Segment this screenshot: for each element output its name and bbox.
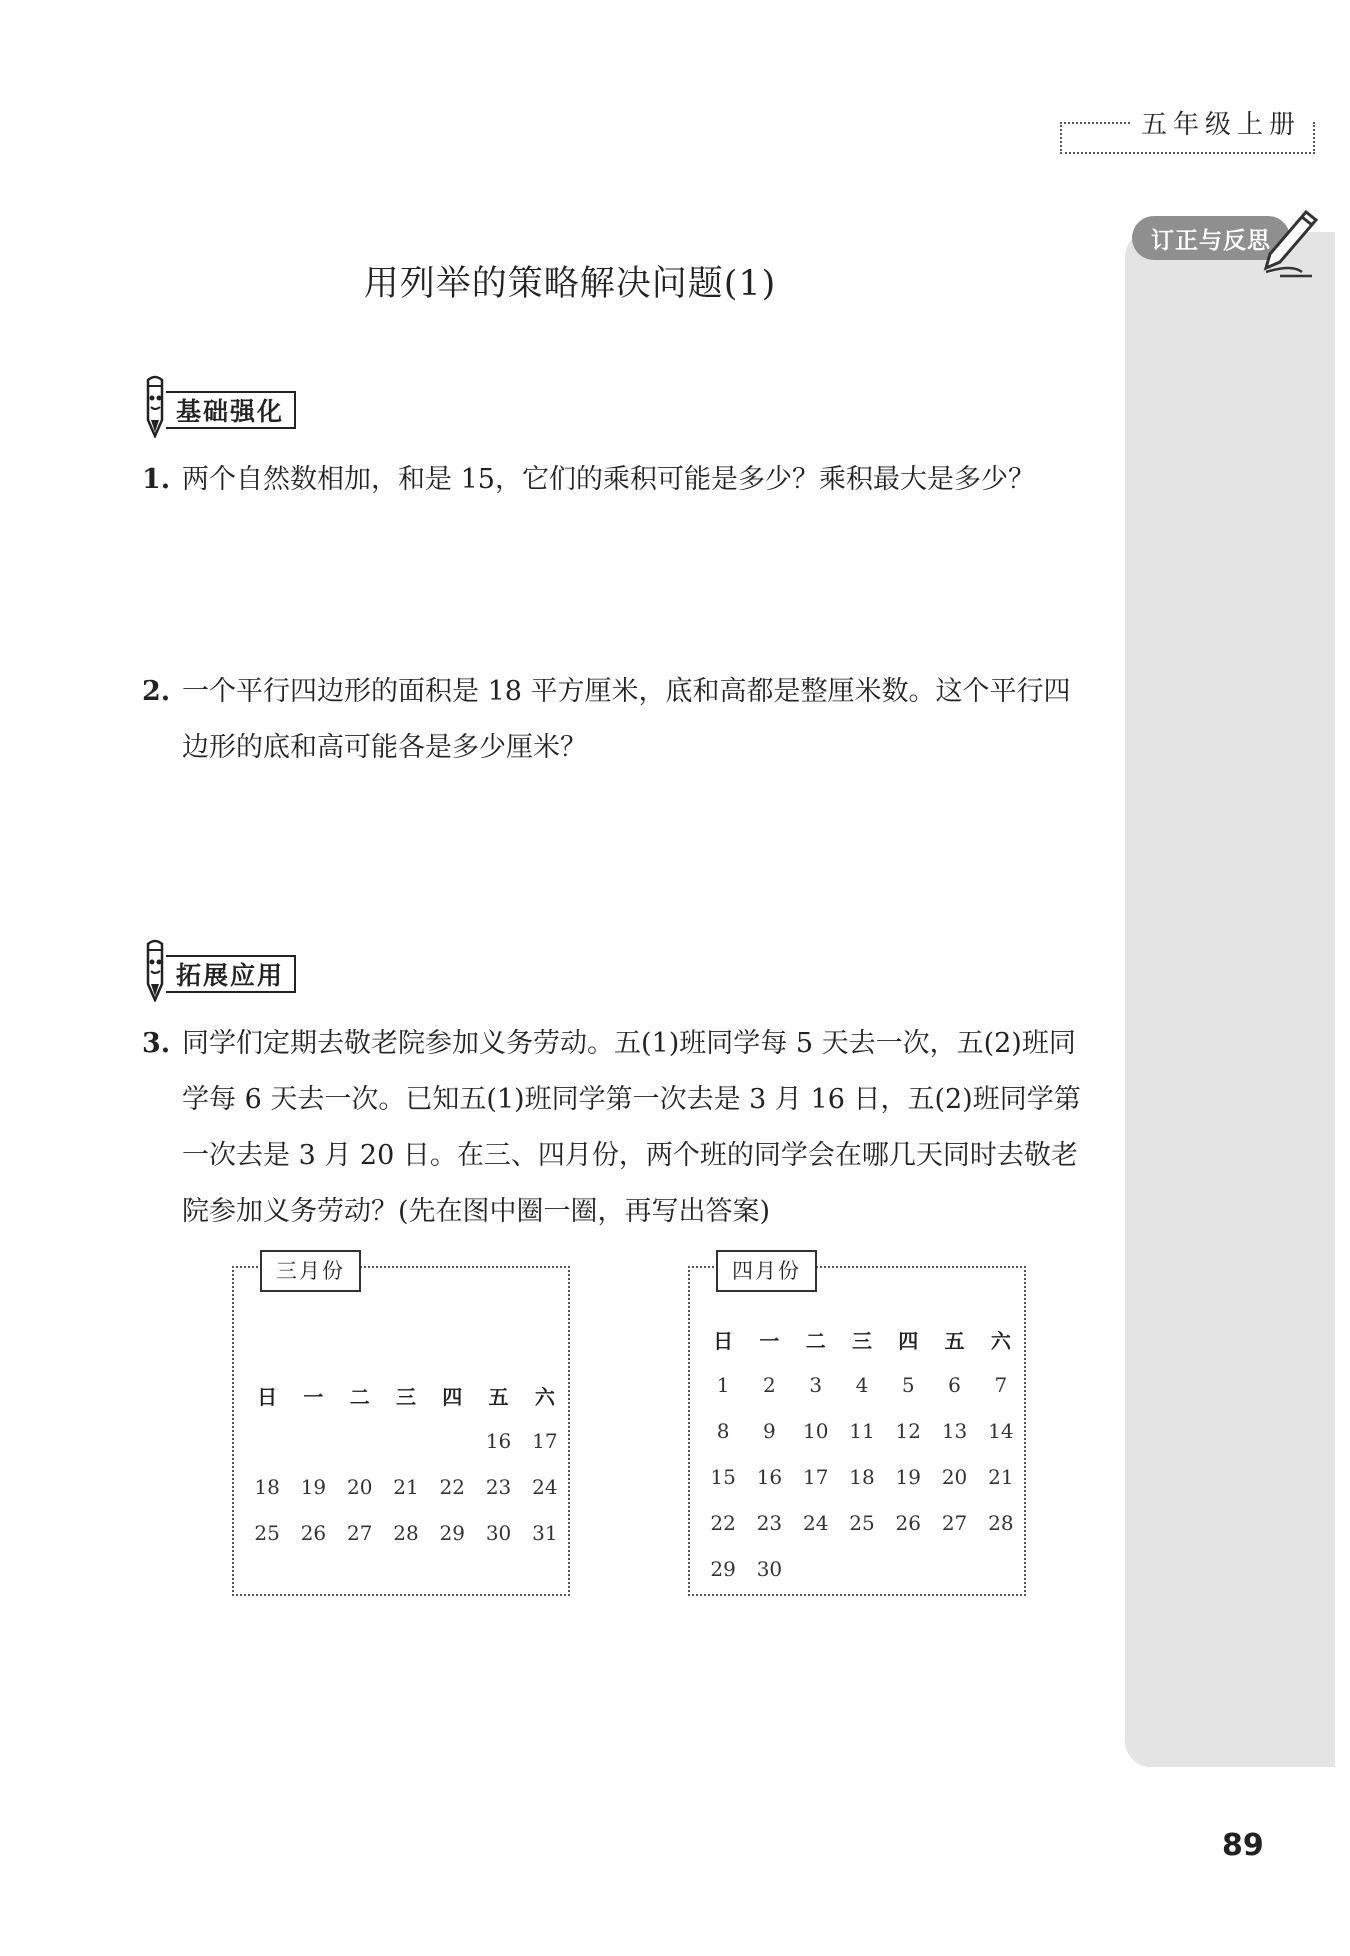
day-cell[interactable]: 24 <box>532 1475 558 1499</box>
question-text: 一个平行四边形的面积是 18 平方厘米，底和高都是整厘米数。这个平行四边形的底和高可能各是多少厘米？ <box>182 676 1071 763</box>
day-cell[interactable]: 20 <box>941 1465 968 1489</box>
question-number: 2. <box>142 676 171 707</box>
day-cell[interactable]: 2 <box>763 1373 776 1397</box>
day-cell[interactable]: 30 <box>485 1521 512 1545</box>
page-number: 89 <box>1222 1828 1264 1863</box>
weekday: 二 <box>349 1384 370 1409</box>
weekday: 五 <box>944 1328 965 1353</box>
day-cell[interactable]: 21 <box>988 1465 1014 1489</box>
weekday: 六 <box>534 1384 555 1409</box>
day-cell[interactable]: 11 <box>849 1419 875 1443</box>
day-cell[interactable]: 19 <box>895 1465 921 1489</box>
question-3 <box>142 1016 1086 1240</box>
day-cell[interactable]: 26 <box>300 1521 327 1545</box>
day-cell[interactable]: 25 <box>254 1521 280 1545</box>
day-cell[interactable] <box>931 1546 977 1592</box>
day-cell[interactable] <box>429 1418 475 1464</box>
calendar-title: 四月份 <box>716 1250 817 1292</box>
weekday: 一 <box>759 1328 780 1353</box>
day-cell[interactable]: 18 <box>254 1475 280 1499</box>
day-cell[interactable]: 28 <box>988 1511 1014 1535</box>
question-number: 1. <box>142 464 171 495</box>
day-cell[interactable]: 6 <box>948 1373 961 1397</box>
day-cell[interactable]: 31 <box>532 1521 558 1545</box>
reflection-tab: 订正与反思 <box>1132 216 1290 260</box>
day-cell[interactable]: 1 <box>716 1373 730 1397</box>
section-header-extend <box>140 938 310 998</box>
weekday: 四 <box>898 1328 919 1353</box>
day-cell[interactable]: 28 <box>393 1521 419 1545</box>
question-text: 同学们定期去敬老院参加义务劳动。五(1)班同学每 5 天去一次，五(2)班同学每 6 天去一次。已知五(1)班同学第一次去是 3 月 16 日，五(2)班同学第一次去是 3 月 20 日。在三、四月份，两个班的同学会在哪几天同时去敬老院参加义务劳动？(先在图中圈一圈，再写出答案) <box>182 1028 1081 1227</box>
day-cell[interactable]: 26 <box>895 1511 921 1535</box>
weekday: 四 <box>442 1384 463 1409</box>
question-text: 两个自然数相加，和是 15，它们的乘积可能是多少？乘积最大是多少？ <box>182 464 1035 495</box>
day-cell[interactable]: 13 <box>941 1419 968 1443</box>
day-cell[interactable]: 23 <box>485 1475 512 1499</box>
day-cell[interactable]: 15 <box>710 1465 736 1489</box>
day-cell[interactable]: 22 <box>439 1475 465 1499</box>
calendar-grid <box>700 1316 1024 1592</box>
day-cell[interactable]: 20 <box>346 1475 373 1499</box>
calendar-april <box>688 1259 1026 1596</box>
day-cell[interactable] <box>839 1546 885 1592</box>
day-cell[interactable]: 19 <box>300 1475 327 1499</box>
day-cell[interactable]: 4 <box>855 1373 869 1397</box>
weekday: 三 <box>395 1384 416 1409</box>
day-cell[interactable]: 10 <box>802 1419 829 1443</box>
day-cell[interactable]: 17 <box>802 1465 829 1489</box>
weekday: 日 <box>257 1384 278 1409</box>
question-2 <box>142 664 1086 776</box>
day-cell[interactable]: 29 <box>439 1521 465 1545</box>
section-title-basic: 基础强化 <box>166 391 296 429</box>
grade-label: 五年级上册 <box>1140 110 1301 140</box>
day-cell[interactable]: 29 <box>710 1557 736 1581</box>
grade-label-box <box>1060 98 1315 154</box>
day-cell[interactable] <box>244 1418 290 1464</box>
day-cell[interactable]: 24 <box>802 1511 829 1535</box>
calendar-grid <box>244 1372 568 1556</box>
day-cell[interactable]: 9 <box>763 1419 776 1443</box>
day-cell[interactable]: 16 <box>756 1465 783 1489</box>
weekday: 一 <box>303 1384 324 1409</box>
day-cell[interactable]: 21 <box>393 1475 419 1499</box>
day-cell[interactable]: 14 <box>988 1419 1014 1443</box>
weekday: 二 <box>805 1328 826 1353</box>
pen-icon <box>1262 206 1322 278</box>
calendar-title: 三月份 <box>260 1250 361 1292</box>
day-cell[interactable] <box>290 1418 336 1464</box>
weekday: 五 <box>488 1384 509 1409</box>
day-cell[interactable]: 22 <box>710 1511 736 1535</box>
day-cell[interactable]: 23 <box>756 1511 783 1535</box>
question-1 <box>142 452 1082 508</box>
day-cell[interactable]: 16 <box>485 1429 512 1453</box>
day-cell[interactable]: 17 <box>532 1429 558 1453</box>
page-title: 用列举的策略解决问题(1) <box>363 264 777 304</box>
day-cell[interactable] <box>337 1418 383 1464</box>
weekday: 六 <box>990 1328 1011 1353</box>
calendar-march <box>232 1259 570 1596</box>
section-title-extend: 拓展应用 <box>166 955 296 993</box>
day-cell[interactable]: 25 <box>849 1511 875 1535</box>
day-cell[interactable]: 5 <box>901 1373 915 1397</box>
weekday: 日 <box>713 1328 734 1353</box>
day-cell[interactable]: 27 <box>941 1511 968 1535</box>
day-cell[interactable]: 30 <box>756 1557 783 1581</box>
day-cell[interactable] <box>885 1546 931 1592</box>
day-cell[interactable] <box>793 1546 839 1592</box>
day-cell[interactable]: 18 <box>849 1465 875 1489</box>
day-cell[interactable]: 3 <box>809 1373 823 1397</box>
day-cell[interactable]: 27 <box>346 1521 373 1545</box>
section-header-basic <box>140 374 310 434</box>
day-cell[interactable] <box>383 1418 429 1464</box>
day-cell[interactable] <box>978 1546 1024 1592</box>
day-cell[interactable]: 7 <box>994 1373 1008 1397</box>
reflection-sidebar <box>1125 232 1335 1767</box>
weekday: 三 <box>851 1328 872 1353</box>
day-cell[interactable]: 8 <box>716 1419 730 1443</box>
question-number: 3. <box>142 1028 171 1059</box>
day-cell[interactable]: 12 <box>895 1419 921 1443</box>
